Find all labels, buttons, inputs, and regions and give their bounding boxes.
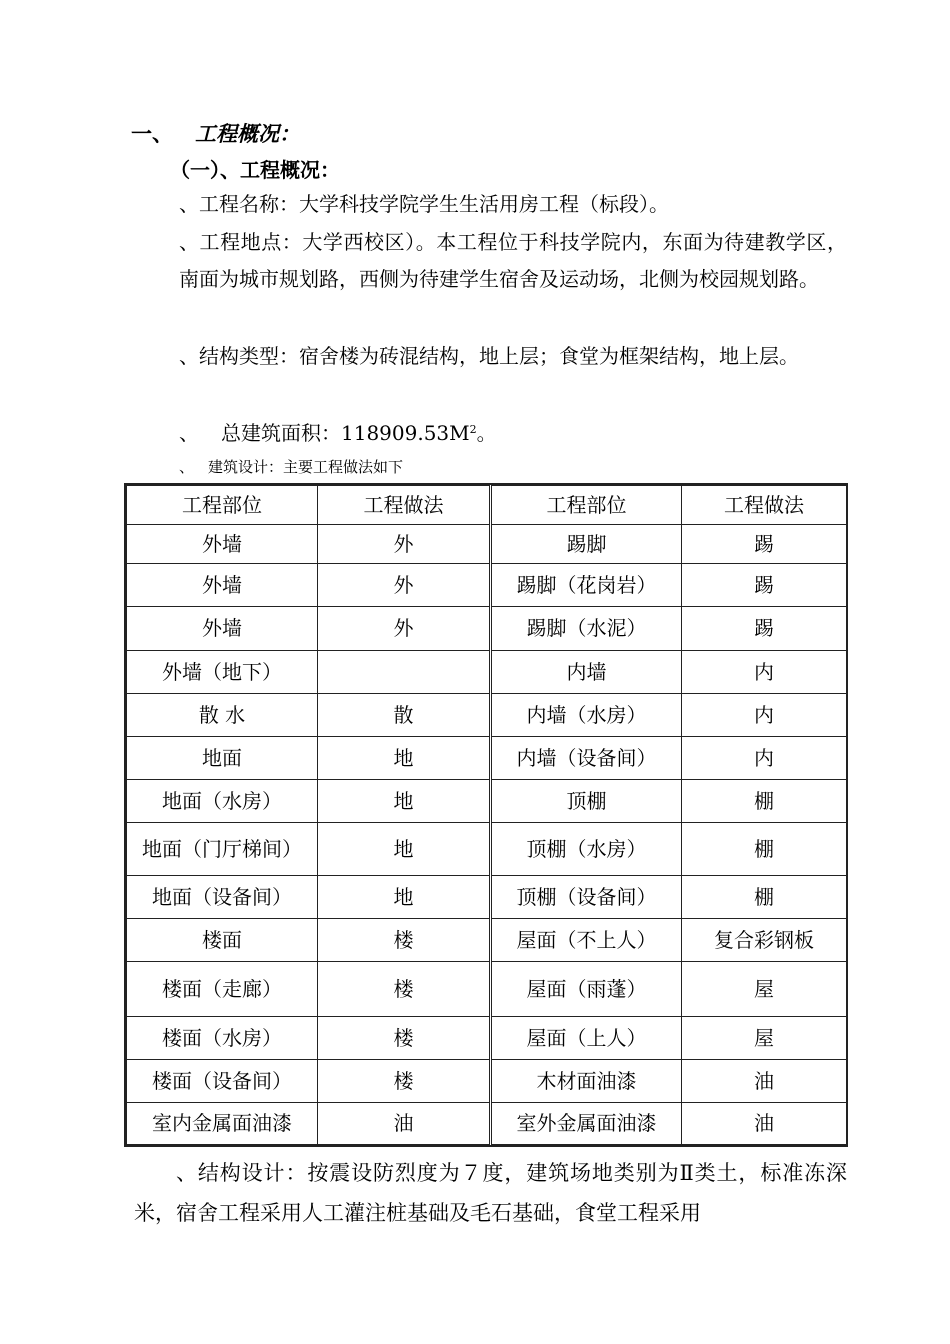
table-cell: 屋 bbox=[682, 962, 847, 1017]
table-cell: 踢脚（水泥） bbox=[491, 607, 682, 651]
table-row bbox=[127, 564, 847, 607]
table-cell: 地面（水房） bbox=[127, 780, 318, 823]
table-cell: 楼 bbox=[318, 962, 491, 1017]
table-cell: 楼 bbox=[318, 1017, 491, 1060]
table-cell: 散 水 bbox=[127, 694, 318, 737]
structural-design-paragraph: 、结构设计：按震设防烈度为７度，建筑场地类别为Ⅱ类土，标准冻深米，宿舍工程采用人工灌注桩基础及毛石基础，食堂工程采用 bbox=[134, 1161, 847, 1225]
table-cell: 外 bbox=[318, 564, 491, 607]
design-text: 建筑设计：主要工程做法如下 bbox=[208, 458, 404, 476]
table-cell: 楼面（走廊） bbox=[127, 962, 318, 1017]
table-cell: 外 bbox=[318, 607, 491, 651]
table-cell: 内墙 bbox=[491, 651, 682, 694]
table-cell: 地面 bbox=[127, 737, 318, 780]
table-cell: 内 bbox=[682, 737, 847, 780]
table-cell: 地 bbox=[318, 780, 491, 823]
table-cell: 内墙（设备间） bbox=[491, 737, 682, 780]
area-prefix: 、 bbox=[179, 421, 199, 445]
table-cell: 内墙（水房） bbox=[491, 694, 682, 737]
table-cell: 油 bbox=[318, 1103, 491, 1145]
table-cell: 油 bbox=[682, 1103, 847, 1145]
table-cell: 屋 bbox=[682, 1017, 847, 1060]
section-heading bbox=[131, 118, 300, 148]
table-row bbox=[127, 651, 847, 694]
table-cell: 踢脚 bbox=[491, 525, 682, 564]
table-cell: 外墙 bbox=[127, 564, 318, 607]
table-cell: 外墙 bbox=[127, 525, 318, 564]
table-row bbox=[127, 607, 847, 651]
total-area-paragraph bbox=[179, 415, 497, 452]
table-row bbox=[127, 780, 847, 823]
table-cell: 踢脚（花岗岩） bbox=[491, 564, 682, 607]
table-row bbox=[127, 694, 847, 737]
table-cell: 地 bbox=[318, 737, 491, 780]
table-cell: 顶棚 bbox=[491, 780, 682, 823]
table-header-cell: 工程部位 bbox=[127, 486, 318, 525]
table-row bbox=[127, 525, 847, 564]
table-cell: 屋面（上人） bbox=[491, 1017, 682, 1060]
table-cell: 顶棚（水房） bbox=[491, 823, 682, 876]
area-superscript: 2 bbox=[469, 423, 477, 436]
table-cell: 木材面油漆 bbox=[491, 1060, 682, 1103]
table-cell: 踢 bbox=[682, 607, 847, 651]
table-cell: 外 bbox=[318, 525, 491, 564]
section-title: 工程概况： bbox=[195, 122, 300, 146]
table-cell: 屋面（不上人） bbox=[491, 919, 682, 962]
project-name-paragraph: 、工程名称：大学科技学院学生生活用房工程（标段）。 bbox=[179, 192, 669, 216]
table-cell: 地 bbox=[318, 823, 491, 876]
table-cell: 外墙（地下） bbox=[127, 651, 318, 694]
table-cell: 屋面（雨蓬） bbox=[491, 962, 682, 1017]
table-row bbox=[127, 876, 847, 919]
table-cell: 棚 bbox=[682, 876, 847, 919]
table-cell: 棚 bbox=[682, 823, 847, 876]
table-row bbox=[127, 1017, 847, 1060]
table-cell bbox=[318, 651, 491, 694]
table-row bbox=[127, 823, 847, 876]
table-cell: 外墙 bbox=[127, 607, 318, 651]
table-row bbox=[127, 1103, 847, 1145]
table-cell: 楼面 bbox=[127, 919, 318, 962]
table-cell: 棚 bbox=[682, 780, 847, 823]
table-row bbox=[127, 962, 847, 1017]
table-cell: 顶棚（设备间） bbox=[491, 876, 682, 919]
table-cell: 踢 bbox=[682, 525, 847, 564]
table-cell: 楼 bbox=[318, 919, 491, 962]
table-row bbox=[127, 919, 847, 962]
table-cell: 地 bbox=[318, 876, 491, 919]
construction-methods-table bbox=[124, 483, 848, 1147]
table-header-cell: 工程做法 bbox=[682, 486, 847, 525]
table-cell: 室外金属面油漆 bbox=[491, 1103, 682, 1145]
table-header-cell: 工程部位 bbox=[491, 486, 682, 525]
table-row bbox=[127, 737, 847, 780]
project-location-paragraph: 、工程地点：大学西校区）。本工程位于科技学院内，东面为待建教学区，南面为城市规划路，西侧为待建学生宿舍及运动场，北侧为校园规划路。 bbox=[179, 230, 847, 291]
area-suffix: 。 bbox=[476, 421, 497, 445]
table-cell: 散 bbox=[318, 694, 491, 737]
table-header-cell: 工程做法 bbox=[318, 486, 491, 525]
subsection-heading: （一）、工程概况： bbox=[170, 158, 340, 182]
table-cell: 楼面（设备间） bbox=[127, 1060, 318, 1103]
table-cell: 地面（门厅梯间） bbox=[127, 823, 318, 876]
area-text: 总建筑面积：118909.53M bbox=[221, 421, 470, 445]
table-cell: 内 bbox=[682, 694, 847, 737]
table-header-row bbox=[127, 486, 847, 525]
section-number: 一、 bbox=[131, 122, 173, 146]
design-prefix: 、 bbox=[179, 458, 195, 476]
table-cell: 内 bbox=[682, 651, 847, 694]
table-cell: 楼面（水房） bbox=[127, 1017, 318, 1060]
table-cell: 油 bbox=[682, 1060, 847, 1103]
table-cell: 楼 bbox=[318, 1060, 491, 1103]
structure-type-paragraph: 、结构类型：宿舍楼为砖混结构，地上层；食堂为框架结构，地上层。 bbox=[179, 344, 799, 368]
table-cell: 室内金属面油漆 bbox=[127, 1103, 318, 1145]
architecture-design-paragraph bbox=[179, 456, 403, 477]
table-cell: 地面（设备间） bbox=[127, 876, 318, 919]
table-cell: 踢 bbox=[682, 564, 847, 607]
table-cell: 复合彩钢板 bbox=[682, 919, 847, 962]
table-row bbox=[127, 1060, 847, 1103]
